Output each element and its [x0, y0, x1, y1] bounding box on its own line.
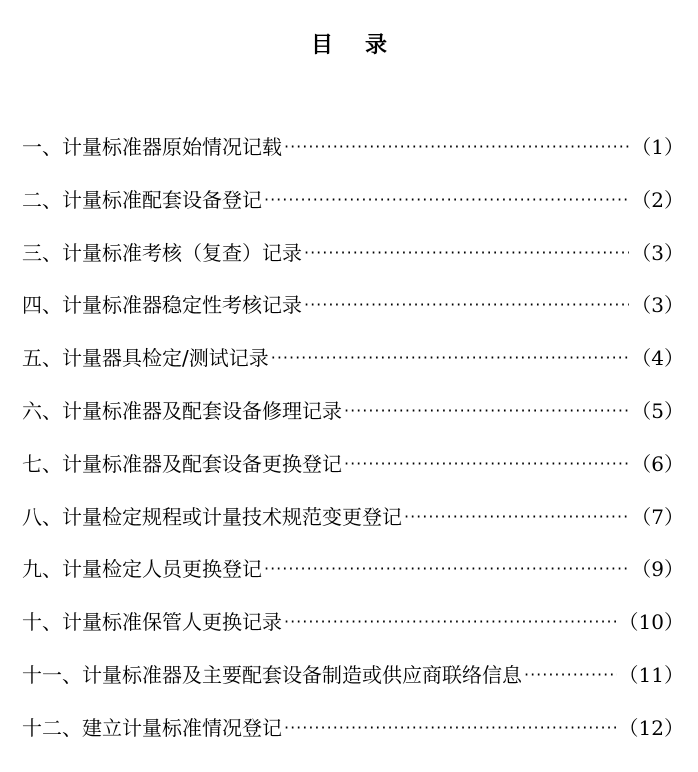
toc-entry-6[interactable]	[22, 395, 684, 448]
toc-entry-label: 一、计量标准器原始情况记载	[22, 135, 282, 159]
toc-entry-5[interactable]	[22, 342, 684, 395]
toc-leader-dots	[304, 243, 629, 262]
toc-entry-page: （11）	[618, 662, 684, 687]
toc-entry-label: 七、计量标准器及配套设备更换登记	[22, 451, 342, 476]
toc-entry-page: （6）	[631, 451, 684, 476]
toc-leader-dots	[404, 507, 629, 526]
table-of-contents	[22, 131, 684, 765]
toc-leader-dots	[344, 454, 629, 473]
title-char-1: 目	[310, 33, 333, 58]
toc-entry-page: （1）	[631, 135, 684, 159]
toc-entry-label: 十一、计量标准器及主要配套设备制造或供应商联络信息	[22, 662, 522, 687]
toc-entry-10[interactable]	[22, 606, 684, 659]
toc-leader-dots	[344, 401, 629, 420]
toc-leader-dots	[304, 295, 629, 314]
toc-entry-page: （3）	[631, 293, 684, 318]
toc-entry-4[interactable]	[22, 289, 684, 342]
toc-entry-label: 三、计量标准考核（复查）记录	[22, 240, 302, 265]
toc-entry-7[interactable]	[22, 448, 684, 501]
toc-entry-label: 十二、建立计量标准情况登记	[22, 715, 282, 740]
toc-leader-dots	[271, 348, 630, 367]
toc-leader-dots	[284, 612, 617, 631]
toc-entry-label: 五、计量器具检定/测试记录	[22, 346, 269, 371]
toc-entry-page: （2）	[631, 187, 684, 212]
title-char-2: 录	[365, 33, 388, 58]
toc-entry-12[interactable]	[22, 712, 684, 765]
toc-entry-label: 六、计量标准器及配套设备修理记录	[22, 398, 342, 423]
toc-entry-9[interactable]	[22, 553, 684, 606]
toc-entry-label: 十、计量标准保管人更换记录	[22, 610, 282, 635]
toc-entry-page: （7）	[631, 504, 684, 529]
toc-entry-label: 四、计量标准器稳定性考核记录	[22, 293, 302, 318]
toc-entry-page: （5）	[631, 398, 684, 423]
toc-leader-dots	[264, 559, 629, 578]
toc-leader-dots	[284, 718, 617, 737]
toc-entry-page: （3）	[631, 240, 684, 265]
toc-entry-11[interactable]	[22, 659, 684, 712]
toc-entry-page: （10）	[618, 610, 684, 635]
toc-entry-2[interactable]	[22, 184, 684, 237]
toc-leader-dots	[264, 190, 629, 209]
toc-leader-dots	[284, 137, 629, 156]
toc-entry-label: 九、计量检定人员更换登记	[22, 557, 262, 582]
toc-entry-label: 二、计量标准配套设备登记	[22, 187, 262, 212]
toc-entry-8[interactable]	[22, 501, 684, 554]
page-title	[0, 28, 698, 59]
toc-entry-1[interactable]	[22, 131, 684, 184]
toc-entry-label: 八、计量检定规程或计量技术规范变更登记	[22, 504, 402, 529]
toc-entry-page: （12）	[618, 715, 684, 740]
toc-leader-dots	[524, 665, 617, 684]
toc-entry-page: （9）	[631, 557, 684, 582]
toc-entry-3[interactable]	[22, 237, 684, 290]
toc-entry-page: （4）	[631, 346, 684, 371]
